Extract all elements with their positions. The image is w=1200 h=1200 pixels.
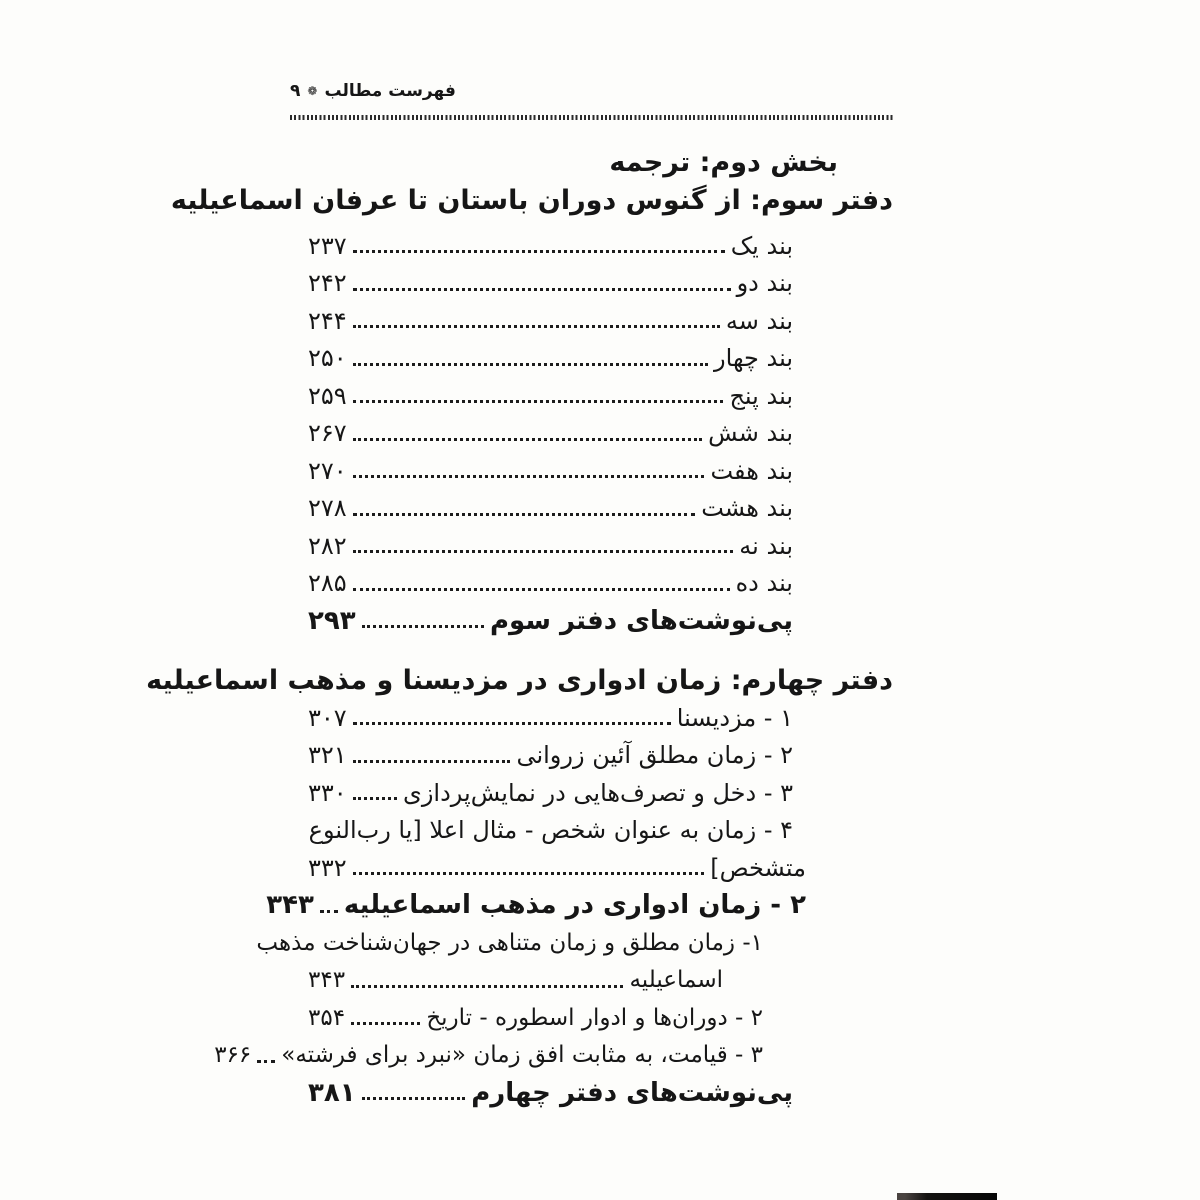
- running-head-page-number: ۹: [290, 81, 301, 101]
- toc-entry: [290, 527, 893, 565]
- toc-leader-dots: [353, 760, 511, 763]
- toc-entry-title: ۱- زمان مطلق و زمان متناهی در جهان‌شناخت مذهب: [256, 929, 763, 956]
- toc-entry-page: ۳۴۳: [266, 890, 314, 921]
- toc-entry-title: ۲ - زمان مطلق آئین زروانی: [516, 741, 793, 770]
- toc-entry-page: ۲۵۰: [308, 344, 347, 373]
- toc-entry-page: ۲۶۷: [308, 419, 347, 448]
- toc-leader-dots: [351, 1022, 420, 1025]
- toc-leader-dots: [353, 250, 725, 253]
- toc-entry: [290, 302, 893, 340]
- toc-entry-page: ۲۴۲: [308, 269, 347, 298]
- toc-subentry: [214, 1037, 893, 1075]
- toc-entry-page: ۲۷۰: [308, 456, 347, 485]
- header-divider: [290, 115, 893, 120]
- toc-entry-title: بند چهار: [714, 344, 793, 373]
- toc-entry-page: ۳۰۷: [308, 703, 347, 732]
- toc-entry-title: بند سه: [725, 306, 793, 335]
- toc-entry-title: بند شش: [708, 419, 793, 448]
- toc-leader-dots: [353, 325, 720, 328]
- toc-entry-title: بند پنج: [729, 381, 793, 410]
- toc-leader-dots: [351, 985, 623, 988]
- toc-entry: [290, 774, 893, 812]
- toc-entry-endnotes-book-three: [290, 602, 893, 640]
- running-head-title: فهرست مطالب: [324, 81, 456, 101]
- toc-entry-page: ۳۳۲: [308, 853, 347, 882]
- toc-subentry: [290, 999, 893, 1037]
- toc-leader-dots: [353, 438, 702, 441]
- toc-entry: [290, 227, 893, 265]
- toc-entry-title: بند یک: [730, 231, 793, 260]
- toc-entry-title: بند دو: [736, 269, 793, 298]
- toc-entry: [290, 377, 893, 415]
- section-heading-part-two: بخش دوم: ترجمه: [609, 147, 838, 178]
- toc-entry-page: ۲۸۵: [308, 569, 347, 598]
- toc-entry-page: ۲۷۸: [308, 494, 347, 523]
- toc-entry-page: ۲۸۲: [308, 531, 347, 560]
- toc-leader-dots: [353, 550, 734, 553]
- toc-entry-title: بند هشت: [701, 494, 793, 523]
- toc-entry-title: ۲ - زمان ادواری در مذهب اسماعیلیه: [343, 890, 806, 921]
- toc-entry-title: بند ده: [735, 569, 793, 598]
- toc-entry-page: ۲۹۳: [308, 605, 356, 636]
- toc-leader-dots: [353, 475, 705, 478]
- toc-leader-dots: [320, 910, 338, 913]
- corner-black-mark: [897, 1193, 997, 1200]
- toc-entry-title: بند نه: [739, 531, 793, 560]
- toc-leader-dots: [362, 625, 484, 628]
- toc-entry-page: ۳۸۱: [308, 1077, 356, 1108]
- toc-entry-page: ۳۴۳: [308, 967, 346, 994]
- toc-entry-endnotes-book-four: [290, 1074, 893, 1112]
- toc-leader-dots: [257, 1060, 275, 1063]
- toc-entry-title: پی‌نوشت‌های دفتر سوم: [489, 605, 793, 636]
- toc-entry-page: ۲۵۹: [308, 381, 347, 410]
- toc-leader-dots: [353, 513, 696, 516]
- toc-content-column: [146, 0, 893, 1112]
- toc-leader-dots: [353, 797, 397, 800]
- toc-entry-title: ۴ - زمان به عنوان شخص - مثال اعلا [یا رب‌النوع: [308, 816, 793, 845]
- rosette-ornament-icon: ❁: [307, 84, 318, 98]
- toc-entry: [290, 265, 893, 303]
- toc-entry-page: ۲۴۴: [308, 306, 347, 335]
- toc-entry-title: ۳ - قیامت، به مثابت افق زمان «نبرد برای فرشته»: [281, 1042, 763, 1069]
- toc-subentry-wrap-start: [256, 924, 893, 962]
- toc-entry: [290, 490, 893, 528]
- section-heading-book-four: دفتر چهارم: زمان ادواری در مزدیسنا و مذهب اسماعیلیه: [146, 664, 893, 696]
- toc-leader-dots: [353, 363, 708, 366]
- toc-leader-dots: [362, 1097, 466, 1100]
- toc-entry: [290, 699, 893, 737]
- toc-leader-dots: [353, 872, 705, 875]
- toc-entry-title: بند هفت: [710, 456, 793, 485]
- toc-entry-title: پی‌نوشت‌های دفتر چهارم: [471, 1077, 793, 1108]
- toc-leader-dots: [353, 288, 731, 291]
- toc-entry-page: ۳۳۰: [308, 778, 347, 807]
- toc-entry: [290, 415, 893, 453]
- running-head: [290, 76, 893, 106]
- toc-subentry-wrap-end: [290, 962, 893, 1000]
- toc-entry-page: ۲۳۷: [308, 231, 347, 260]
- toc-entry-wrap-end: [290, 849, 893, 887]
- toc-entry-page: ۳۲۱: [308, 741, 347, 770]
- section-heading-book-three: دفتر سوم: از گنوس دوران باستان تا عرفان اسماعیلیه: [170, 184, 893, 216]
- toc-entry-title: ۱ - مزدیسنا: [676, 703, 793, 732]
- toc-entry-ismaili-cyclical-time: [266, 887, 893, 925]
- toc-leader-dots: [353, 722, 671, 725]
- toc-entry-title: متشخص]: [710, 853, 806, 882]
- toc-leader-dots: [353, 400, 724, 403]
- toc-entry-title: ۳ - دخل و تصرف‌هایی در نمایش‌پردازی: [403, 778, 793, 807]
- toc-entry-title: ۲ - دوران‌ها و ادوار اسطوره - تاریخ: [426, 1004, 763, 1031]
- toc-entry: [290, 452, 893, 490]
- toc-entry: [290, 737, 893, 775]
- toc-leader-dots: [353, 588, 730, 591]
- toc-entry-title: اسماعیلیه: [629, 967, 723, 994]
- toc-entry: [290, 340, 893, 378]
- toc-entry-wrap-start: [290, 812, 893, 850]
- toc-entry-page: ۳۵۴: [308, 1004, 346, 1031]
- toc-entry: [290, 565, 893, 603]
- toc-entry-page: ۳۶۶: [214, 1042, 252, 1069]
